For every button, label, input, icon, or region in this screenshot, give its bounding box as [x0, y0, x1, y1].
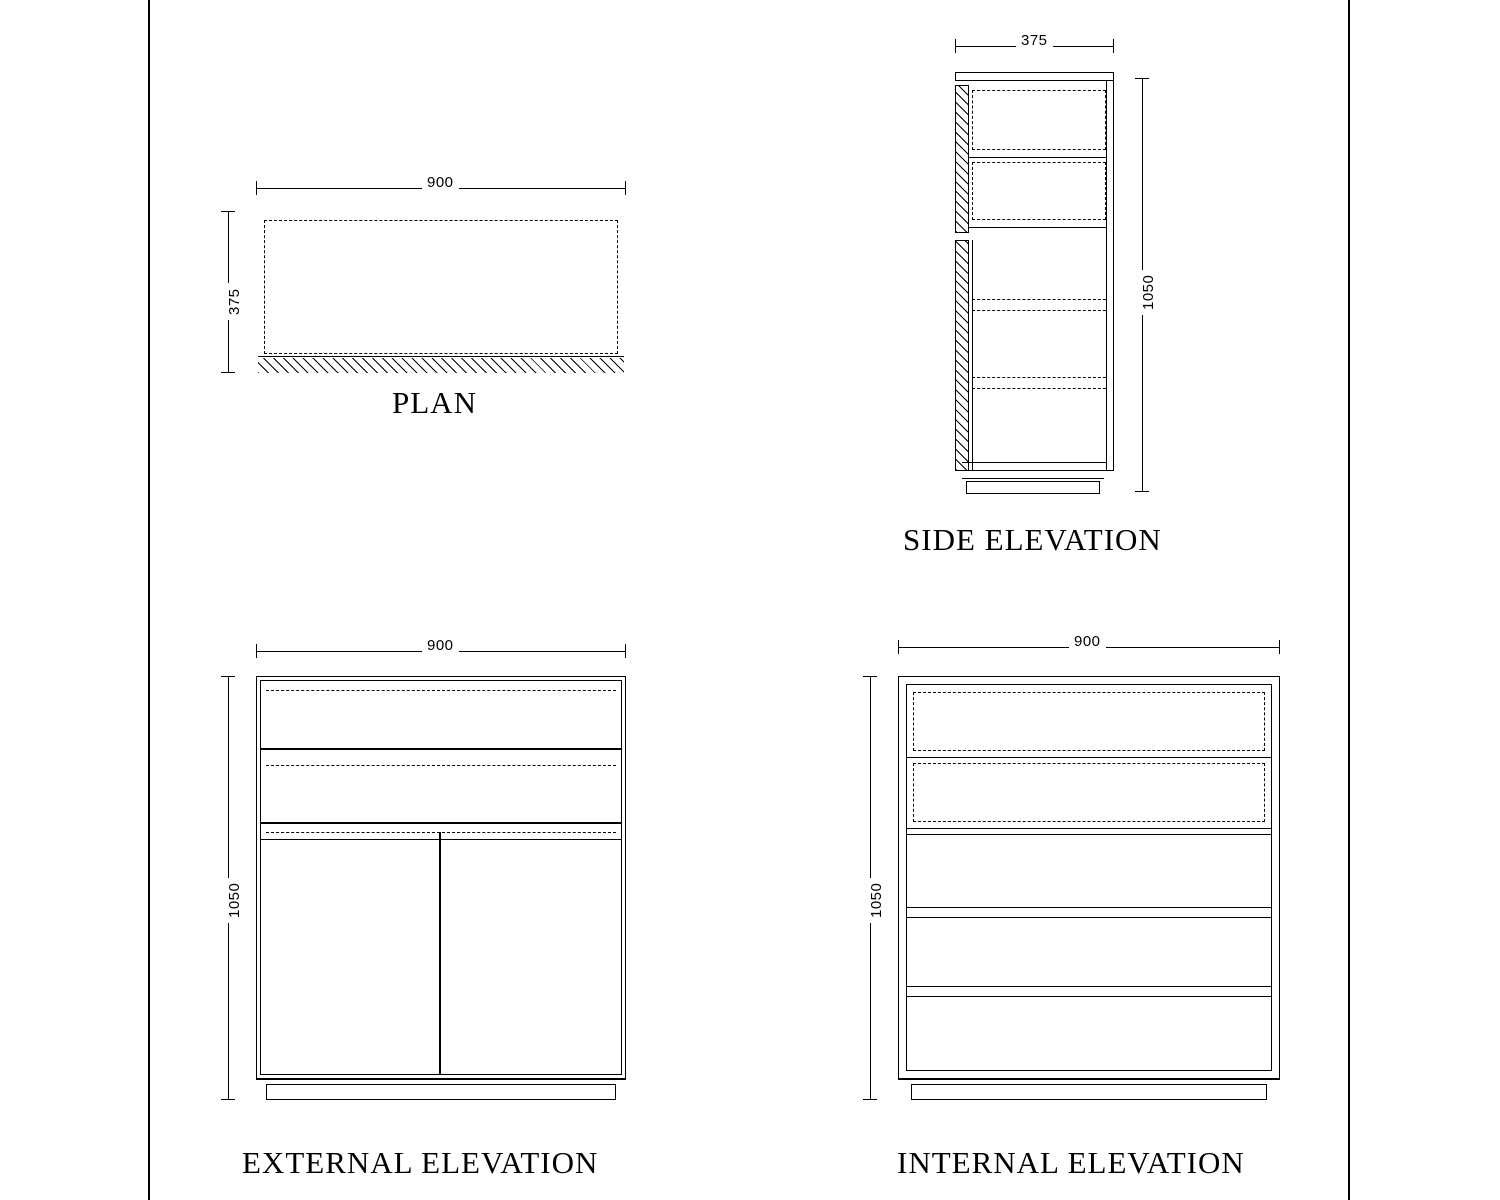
internal-width-tick-right — [1279, 640, 1280, 654]
external-height-dim-text: 1050 — [226, 878, 243, 923]
side-drawer-1-divider — [969, 157, 1107, 158]
internal-shelf-1-bottom — [906, 917, 1272, 918]
internal-shelf-2-top — [906, 986, 1272, 987]
external-elevation-title: EXTERNAL ELEVATION — [242, 1145, 599, 1180]
plan-depth-dim-text: 375 — [226, 283, 243, 320]
internal-width-dim-text: 900 — [1069, 633, 1106, 650]
side-carcass-bottom-inner — [962, 462, 1107, 463]
external-width-dim-text: 900 — [422, 637, 459, 654]
side-carcass-right-inner — [1106, 81, 1107, 471]
internal-drawer-1-dashed — [913, 692, 1265, 751]
side-drawer-1-dashed — [972, 90, 1106, 150]
side-back-panel-inner-line — [972, 240, 973, 471]
side-elevation-title: SIDE ELEVATION — [903, 522, 1162, 557]
side-shelf-2-bottom — [972, 388, 1106, 389]
view-internal-elevation — [0, 600, 1348, 1200]
side-carcass-right-outer — [1113, 81, 1114, 471]
internal-plinth — [911, 1084, 1267, 1100]
internal-height-tick-bottom — [863, 1099, 877, 1100]
side-shelf-1-top — [972, 299, 1106, 300]
side-height-dim-text: 1050 — [1140, 270, 1157, 315]
side-width-dim-text: 375 — [1016, 32, 1053, 49]
side-plinth — [966, 481, 1100, 494]
internal-drawer-2-bottom-2 — [906, 834, 1272, 835]
side-drawer-2-dashed — [972, 162, 1106, 220]
side-plinth-top-line — [962, 478, 1104, 479]
side-shelf-1-bottom — [972, 310, 1106, 311]
side-back-panel-hatch-upper — [955, 85, 969, 233]
side-width-tick-left — [955, 39, 956, 53]
side-height-tick-bottom — [1135, 491, 1149, 492]
internal-shelf-1-top — [906, 907, 1272, 908]
internal-drawer-1-bottom — [906, 757, 1272, 758]
view-side-elevation — [0, 0, 1348, 580]
internal-drawer-2-dashed — [913, 763, 1265, 822]
internal-drawer-2-bottom — [906, 828, 1272, 829]
side-height-tick-top — [1135, 78, 1149, 79]
side-drawer-2-bottom — [969, 227, 1107, 228]
internal-plinth-top-line — [898, 1079, 1280, 1080]
side-shelf-2-top — [972, 377, 1106, 378]
internal-height-dim-text: 1050 — [868, 878, 885, 923]
internal-width-tick-left — [898, 640, 899, 654]
side-width-tick-right — [1113, 39, 1114, 53]
sheet-border-right — [1348, 0, 1350, 1200]
internal-height-tick-top — [863, 676, 877, 677]
internal-shelf-2-bottom — [906, 996, 1272, 997]
plan-width-dim-text: 900 — [422, 174, 459, 191]
plan-title: PLAN — [392, 385, 477, 420]
side-carcass-bottom — [962, 470, 1114, 471]
internal-elevation-title: INTERNAL ELEVATION — [897, 1145, 1245, 1180]
side-back-panel-hatch-lower — [955, 240, 969, 471]
side-top-board — [955, 72, 1114, 81]
